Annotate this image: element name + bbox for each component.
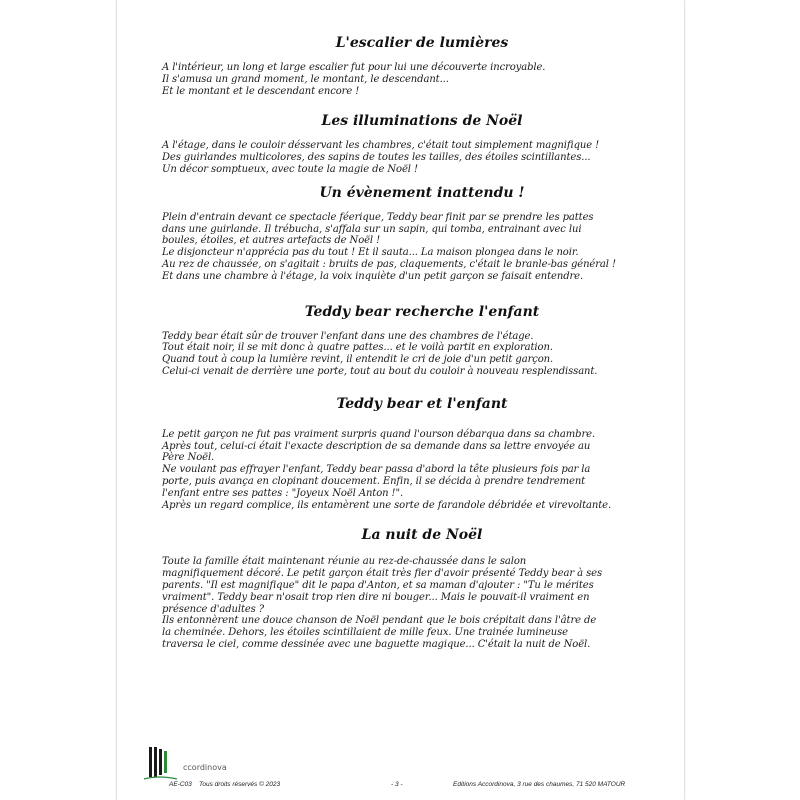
text-line: Tout était noir, il se mit donc à quatre pattes... et le voilà partit en exploration.: [162, 342, 553, 354]
text-line: magnifiquement décoré. Le petit garçon était très fier d'avoir présenté Teddy bear à ses: [162, 568, 602, 580]
text-line: Un décor somptueux, avec toute la magie de Noël !: [162, 163, 418, 175]
section-title: La nuit de Noël: [361, 527, 483, 544]
document-page: [117, 0, 684, 800]
text-line: Le petit garçon ne fut pas vraiment surpris quand l'ourson débarqua dans sa chambre.: [162, 428, 596, 440]
text-line: Ne voulant pas effrayer l'enfant, Teddy bear passa d'abord la tête plusieurs fois par la: [162, 464, 591, 476]
text-line: la cheminée. Dehors, les étoiles scintillaient de mille feux. Une trainée lumineuse: [162, 627, 568, 639]
text-line: A l'étage, dans le couloir désservant les chambres, c'était tout simplement magnifique !: [162, 140, 600, 152]
text-line: parents. "Il est magnifique" dit le papa d'Anton, et sa maman d'ajouter : "Tu le mérites: [162, 579, 594, 591]
text-line: dans une guirlande. Il trébucha, s'affala sur un sapin, qui tomba, entrainant avec lui: [162, 223, 582, 235]
section-text: [162, 429, 682, 512]
text-line: Père Noël.: [162, 452, 215, 464]
page-number: - 3 -: [391, 781, 403, 788]
text-line: Ils entonnèrent une douce chanson de Noël pendant que le bois crépitait dans l'âtre de: [162, 615, 597, 627]
section-text: [162, 140, 682, 175]
section-nuit: [162, 526, 682, 650]
document-code: AE-C03: [169, 781, 192, 788]
section-title: Un évènement inattendu !: [319, 184, 525, 201]
text-line: Et dans une chambre à l'étage, la voix inquiète d'un petit garçon se faisait entendre.: [162, 270, 584, 282]
text-line: Toute la famille était maintenant réunie au rez-de-chaussée dans le salon: [162, 556, 527, 568]
publisher-address: Editions Accordinova, 3 rue des chaumes, 71 520 MATOUR: [453, 781, 626, 788]
text-line: traversa le ciel, comme dessinée avec une baguette magique... C'était la nuit de Noël.: [162, 638, 591, 650]
text-line: Après tout, celui-ci était l'exacte description de sa demande dans sa lettre envoyée au: [162, 440, 591, 452]
text-line: Teddy bear était sûr de trouver l'enfant dans une des chambres de l'étage.: [162, 330, 534, 342]
text-line: Il s'amusa un grand moment, le montant, le descendant...: [162, 73, 449, 85]
text-line: Quand tout à coup la lumière revint, il entendit le cri de joie d'un petit garçon.: [162, 354, 554, 366]
section-title: Teddy bear et l'enfant: [336, 395, 508, 412]
text-line: A l'intérieur, un long et large escalier fut pour lui une découverte incroyable.: [162, 62, 546, 73]
text-line: boules, étoiles, et autres artefacts de Noël !: [162, 235, 381, 247]
logo-text: ccordinova: [183, 763, 227, 772]
page-footer: [117, 745, 684, 800]
section-recherche: [162, 303, 682, 378]
text-line: Après un regard complice, ils entamèrent une sorte de farandole débridée et virevoltante.: [162, 499, 612, 511]
text-line: vraiment". Teddy bear n'osait trop rien dire ni bouger... Mais le pouvait-il vraiment en: [162, 591, 590, 603]
text-line: Plein d'entrain devant ce spectacle féerique, Teddy bear finit par se prendre les pattes: [162, 211, 594, 223]
section-illuminations: [162, 112, 682, 175]
text-line: Des guirlandes multicolores, des sapins de toutes les tailles, des étoiles scintillantes...: [162, 152, 591, 164]
text-line: présence d'adultes ?: [162, 603, 265, 615]
section-text: [162, 62, 682, 97]
copyright-text: Tous droits réservés © 2023: [199, 781, 281, 788]
text-line: Et le montant et le descendant encore !: [162, 85, 360, 97]
text-line: Celui-ci venait de derrière une porte, tout au bout du couloir à nouveau resplendissant.: [162, 365, 598, 377]
section-evenement: [162, 184, 682, 283]
text-line: porte, puis avança en clopinant doucement. Enfin, il se décida à prendre tendrement: [162, 475, 586, 487]
section-enfant: [162, 395, 682, 512]
text-line: l'enfant entre ses pattes : "Joyeux Noël Anton !".: [162, 487, 404, 499]
text-line: Le disjoncteur n'apprécia pas du tout ! Et il sauta... La maison plongea dans le noir.: [162, 247, 579, 259]
section-text: [162, 331, 682, 378]
section-text: [162, 212, 682, 283]
section-title: L'escalier de lumières: [335, 35, 509, 51]
text-line: Au rez de chaussée, on s'agitait : bruits de pas, claquements, c'était le branle-bas général !: [162, 258, 616, 270]
story-content: [162, 34, 682, 651]
section-title: Teddy bear recherche l'enfant: [304, 303, 540, 320]
section-title: Les illuminations de Noël: [321, 113, 523, 130]
section-text: [162, 556, 682, 650]
section-escalier: [162, 34, 682, 97]
